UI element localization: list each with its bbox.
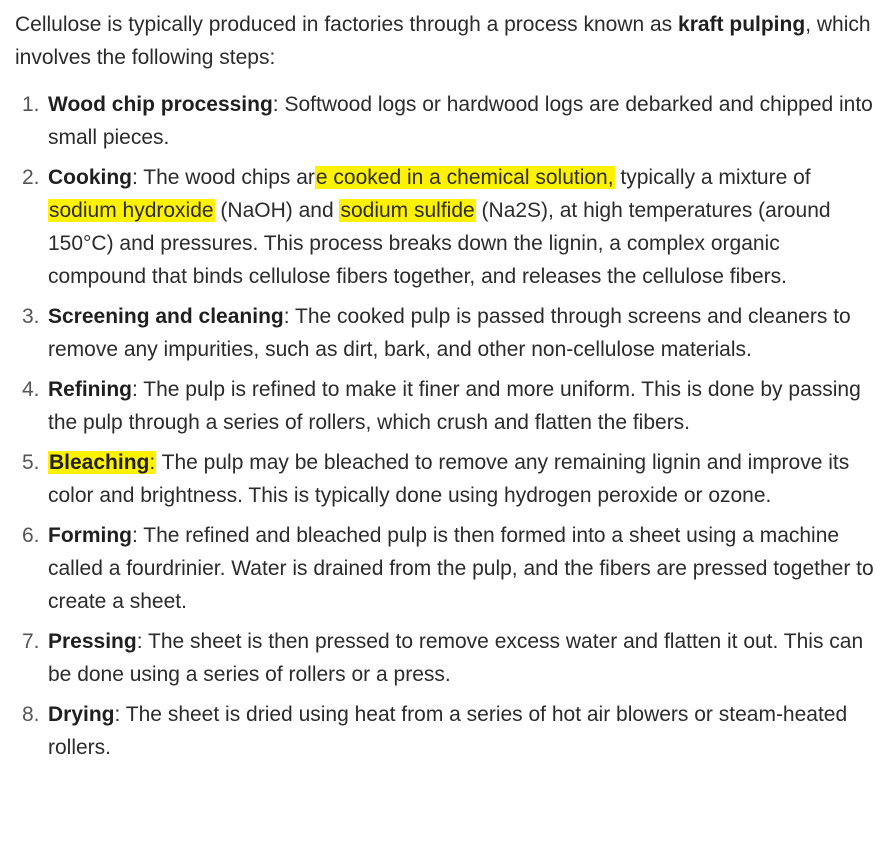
step-text: : The sheet is dried using heat from a series of hot air blowers or steam-heated rollers.: [48, 703, 848, 759]
list-number: 3.: [22, 305, 40, 328]
list-item: [15, 519, 880, 618]
step-title: Cooking: [48, 166, 132, 189]
step-title: Wood chip processing: [48, 93, 273, 116]
step-text: : The refined and bleached pulp is then formed into a sheet using a machine called a fourdrinier. Water is drained from the pulp, and the fibers are pressed together to create a sheet.: [48, 524, 874, 613]
step-title: Forming: [48, 524, 132, 547]
step-text: : The pulp is refined to make it finer and more uniform. This is done by passing the pulp through a series of rollers, which crush and flatten the fibers.: [48, 378, 861, 434]
step-text: : The cooked pulp is passed through screens and cleaners to remove any impurities, such as dirt, bark, and other non-cellulose materials.: [48, 305, 851, 361]
step-title: Bleaching: [49, 451, 150, 474]
step-title: Pressing: [48, 630, 137, 653]
step-title: Drying: [48, 703, 115, 726]
list-number: 7.: [22, 630, 40, 653]
intro-paragraph: [15, 8, 880, 74]
highlighted-text: sodium hydroxide: [49, 199, 214, 222]
step-title: Refining: [48, 378, 132, 401]
step-text: (Na2S), at high temperatures (around 150°C) and pressures. This process breaks down the lignin, a complex organic compound that binds cellulose fibers together, and releases the cellulose fibers.: [48, 199, 831, 288]
list-item: [15, 373, 880, 439]
step-text: : Softwood logs or hardwood logs are debarked and chipped into small pieces.: [48, 93, 873, 149]
step-title: Screening and cleaning: [48, 305, 284, 328]
list-item: [15, 300, 880, 366]
list-item: [15, 88, 880, 154]
list-number: 1.: [22, 93, 40, 116]
list-number: 4.: [22, 378, 40, 401]
list-number: 6.: [22, 524, 40, 547]
list-item: [15, 446, 880, 512]
list-number: 5.: [22, 451, 40, 474]
list-item: [15, 625, 880, 691]
step-text: The pulp may be bleached to remove any remaining lignin and improve its color and brightness. This is typically done using hydrogen peroxide or ozone.: [48, 451, 850, 507]
step-text: typically a mixture of: [614, 166, 811, 189]
intro-text-end: , which involves the following steps:: [15, 13, 871, 69]
list-number: 8.: [22, 703, 40, 726]
step-text: (NaOH) and: [214, 199, 340, 222]
list-item: [15, 161, 880, 293]
highlighted-text: [48, 451, 156, 474]
step-colon: :: [149, 451, 156, 474]
list-number: 2.: [22, 166, 40, 189]
highlighted-text: sodium sulfide: [340, 199, 475, 222]
list-item: [15, 698, 880, 764]
steps-list: [15, 88, 880, 764]
highlighted-text: e cooked in a chemical solution,: [315, 166, 614, 189]
step-text: : The sheet is then pressed to remove excess water and flatten it out. This can be done using a series of rollers or a press.: [48, 630, 864, 686]
step-text: : The wood chips ar: [132, 166, 315, 189]
intro-bold-term: kraft pulping: [678, 13, 806, 36]
intro-text: Cellulose is typically produced in factories through a process known as: [15, 13, 679, 36]
